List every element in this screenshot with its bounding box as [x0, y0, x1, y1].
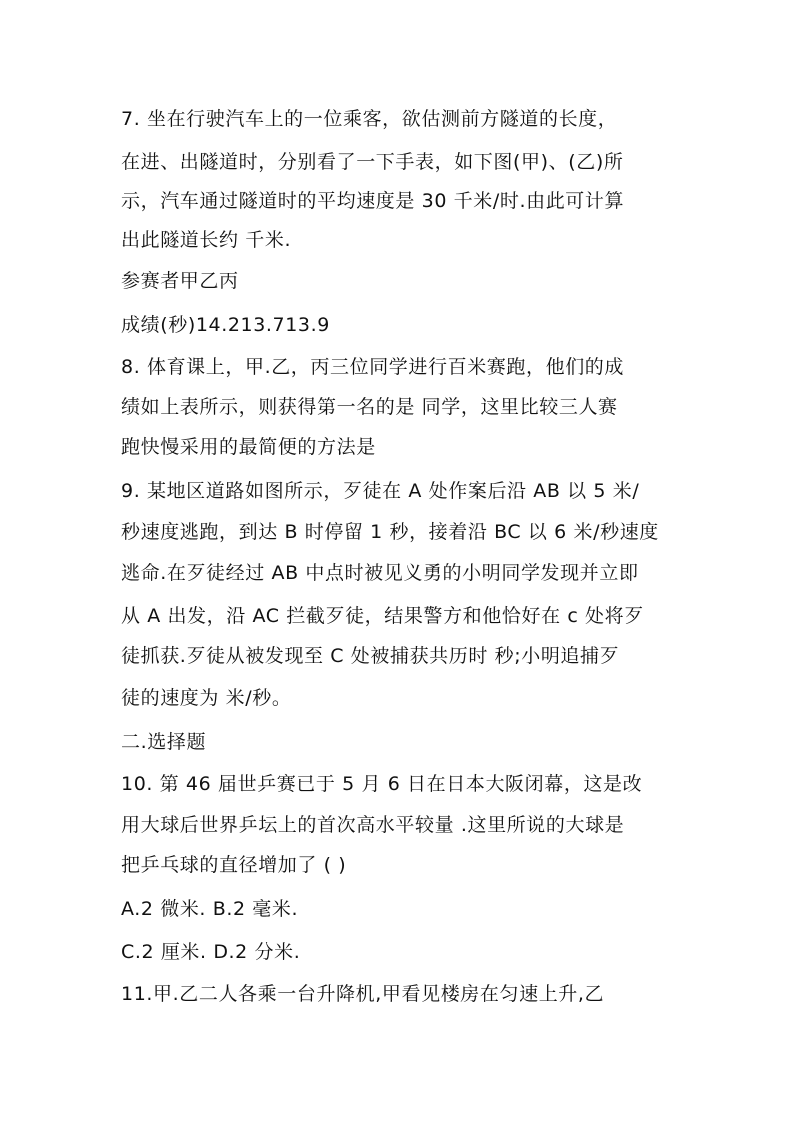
text-line: 把乒乓球的直径增加了 ( )	[121, 854, 347, 876]
option-line: C.2 厘米. D.2 分米.	[121, 941, 301, 963]
text-line: 10. 第 46 届世乒赛已于 5 月 6 日在日本大阪闭幕，这是改	[121, 773, 643, 795]
text-line: 秒速度逃跑，到达 B 时停留 1 秒，接着沿 BC 以 6 米/秒速度	[121, 521, 659, 543]
text-line: 出此隧道长约 千米.	[121, 229, 292, 251]
text-line: 11.甲.乙二人各乘一台升降机,甲看见楼房在匀速上升,乙	[121, 983, 605, 1005]
text-line: 跑快慢采用的最简便的方法是	[121, 436, 376, 458]
text-line: 在进、出隧道时，分别看了一下手表，如下图(甲)、(乙)所	[121, 151, 624, 173]
option-line: A.2 微米. B.2 毫米.	[121, 898, 299, 920]
text-line: 逃命.在歹徒经过 AB 中点时被见义勇的小明同学发现并立即	[121, 562, 639, 584]
text-line: 成绩(秒)14.213.713.9	[121, 314, 330, 336]
text-line: 参赛者甲乙丙	[121, 270, 239, 292]
text-line: 7. 坐在行驶汽车上的一位乘客，欲估测前方隧道的长度，	[121, 108, 618, 130]
text-line: 从 A 出发，沿 AC 拦截歹徒，结果警方和他恰好在 c 处将歹	[121, 605, 644, 627]
text-line: 8. 体育课上，甲.乙，丙三位同学进行百米赛跑，他们的成	[121, 356, 625, 378]
section-heading: 二.选择题	[121, 731, 207, 753]
text-line: 徒抓获.歹徒从被发现至 C 处被捕获共历时 秒;小明追捕歹	[121, 645, 620, 667]
text-line: 绩如上表所示，则获得第一名的是 同学，这里比较三人赛	[121, 396, 618, 418]
text-line: 示，汽车通过隧道时的平均速度是 30 千米/时.由此可计算	[121, 190, 625, 212]
text-line: 徒的速度为 米/秒。	[121, 687, 292, 709]
text-line: 9. 某地区道路如图所示，歹徒在 A 处作案后沿 AB 以 5 米/	[121, 480, 640, 502]
text-line: 用大球后世界乒坛上的首次高水平较量 .这里所说的大球是	[121, 814, 625, 836]
